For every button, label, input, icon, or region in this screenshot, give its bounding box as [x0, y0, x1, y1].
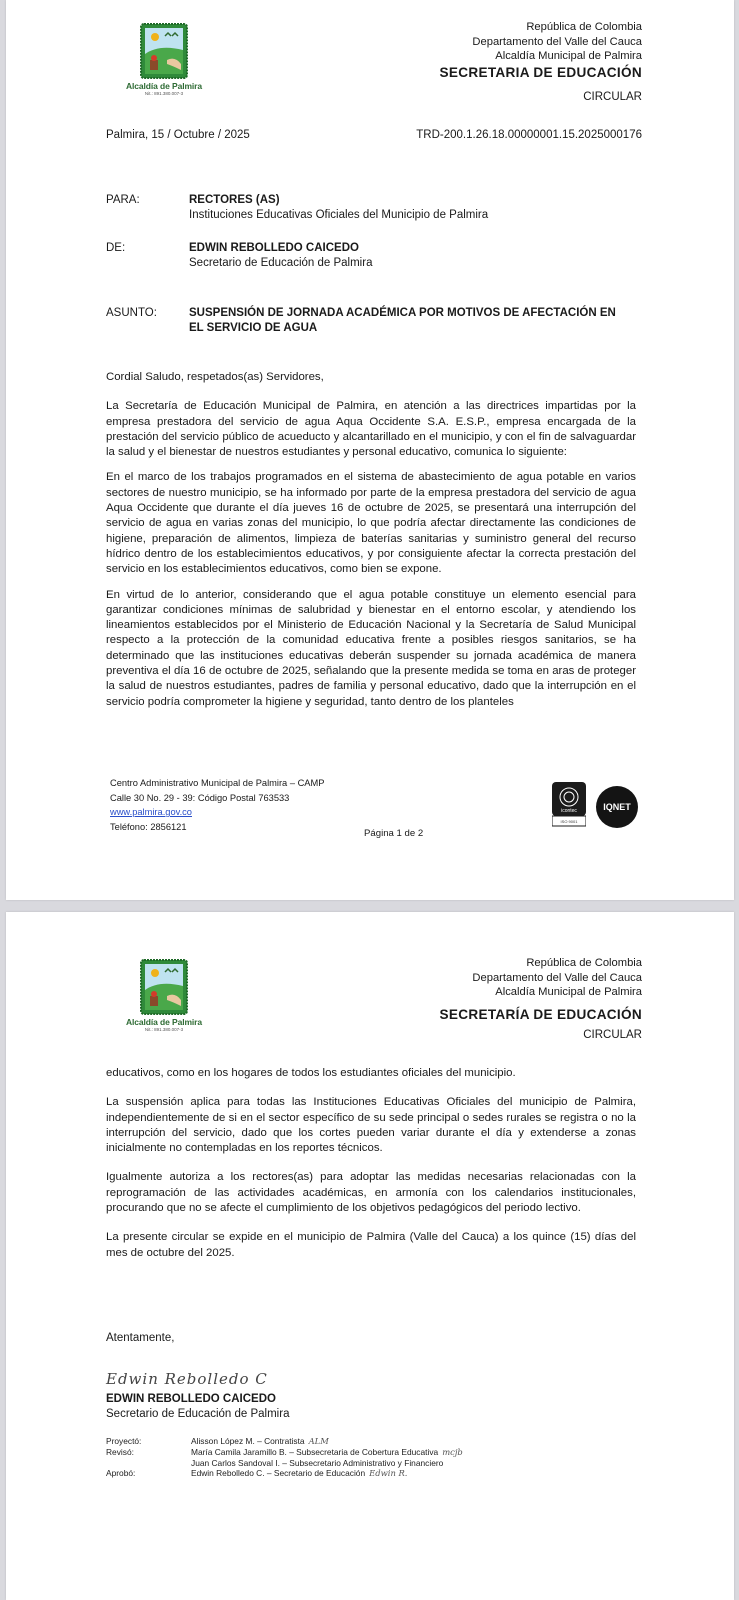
credit-proyecto [106, 1436, 463, 1447]
closing: Atentamente, [106, 1332, 175, 1344]
footer-address-2: Calle 30 No. 29 - 39: Código Postal 763533 [110, 792, 290, 803]
para-detail: Instituciones Educativas Oficiales del Municipio de Palmira [189, 209, 489, 221]
paragraph-6: La presente circular se expide en el municipio de Palmira (Valle del Cauca) a los quince (15) días del mes de octubre del 2025. [106, 1231, 636, 1259]
document-credits [106, 1436, 463, 1479]
proyecto-initials: ALM [308, 1436, 329, 1446]
proyecto-value: Alisson López M. – Contratista [191, 1436, 305, 1446]
palmira-coat-of-arms-icon [139, 956, 189, 1016]
body-page-1 [106, 370, 636, 720]
alcaldia-logo [108, 20, 220, 96]
credit-reviso [106, 1447, 463, 1458]
paragraph-2: En el marco de los trabajos programados en el sistema de abastecimiento de agua potable en varios sectores de nuestro municipio, se ha informado por parte de la empresa prestadora del servicio de agua Aqua Occidente que durante el día jueves 16 de octubre de 2025, se presentará una interrupción del servicio de agua en varias zonas del municipio, lo que podría afectar directamente las condiciones de higiene, preparación de alimentos, limpieza de baterías sanitarias y suministro general del recurso hídrico dentro de los establecimientos educativos, y por consiguiente afectar la correcta prestación del servicio en los establecimientos educativos, como bien se expone. [106, 471, 636, 576]
reviso-value-2: Juan Carlos Sandoval I. – Subsecretario Administrativo y Financiero [191, 1457, 444, 1468]
credit-aprobo [106, 1468, 463, 1479]
paragraph-1: La Secretaría de Educación Municipal de Palmira, en atención a las directrices impartidas por la empresa prestadora del servicio de agua Aqua Occidente S.A. E.S.P., empresa encargada de la prestación del servicio público de acueducto y alcantarillado en el municipio, y con el fin de salvaguardar la salud y el bienestar de nuestros estudiantes y personal educativo, comunica lo siguiente: [106, 400, 636, 459]
logo-name: Alcaldía de Palmira [125, 81, 203, 91]
body-page-2 [106, 1066, 636, 1271]
signer-title: Secretario de Educación de Palmira [106, 1408, 290, 1420]
page-number: Página 1 de 2 [364, 828, 424, 839]
trd-reference: TRD-200.1.26.18.00000001.15.2025000176 [416, 129, 642, 141]
de-detail: Secretario de Educación de Palmira [189, 257, 373, 269]
logo-nit: Nit.: 891.380.007-3 [144, 1027, 184, 1032]
asunto-label: ASUNTO: [106, 307, 157, 319]
org-header [439, 956, 642, 1042]
credit-reviso-2 [106, 1458, 463, 1469]
secretaria-title: SECRETARIA DE EDUCACIÓN [439, 64, 642, 80]
greeting: Cordial Saludo, respetados(as) Servidores, [106, 371, 324, 383]
aprobo-initials: Edwin R. [369, 1468, 408, 1479]
aprobo-label: Aprobó: [106, 1468, 136, 1479]
doc-type: CIRCULAR [583, 1028, 642, 1041]
footer-phone: Teléfono: 2856121 [110, 821, 187, 832]
icontec-iso: ISO 9001 [560, 819, 578, 824]
continuation-text: educativos, como en los hogares de todos los estudiantes oficiales del municipio. [106, 1067, 516, 1079]
reviso-initials-1: mcjb [442, 1446, 463, 1457]
org-line-municipality: Alcaldía Municipal de Palmira [495, 50, 642, 62]
field-asunto [106, 306, 642, 336]
org-line-department: Departamento del Valle del Cauca [472, 971, 642, 984]
icontec-label: icontec [561, 808, 577, 814]
signature-block [106, 1331, 289, 1422]
reviso-value-1: María Camila Jaramillo B. – Subsecretaria de Cobertura Educativa [191, 1446, 439, 1457]
aprobo-value: Edwin Rebolledo C. – Secretario de Educación [191, 1468, 366, 1479]
org-line-department: Departamento del Valle del Cauca [472, 35, 642, 48]
field-de [106, 241, 642, 271]
para-label: PARA: [106, 194, 140, 206]
secretaria-title: SECRETARÍA DE EDUCACIÓN [439, 1006, 642, 1022]
reviso-label: Revisó: [106, 1446, 134, 1457]
footer-website-link[interactable]: www.palmira.gov.co [110, 807, 192, 817]
proyecto-label: Proyectó: [106, 1436, 142, 1446]
asunto-text: SUSPENSIÓN DE JORNADA ACADÉMICA POR MOTIVOS DE AFECTACIÓN EN EL SERVICIO DE AGUA [189, 307, 616, 334]
paragraph-4: La suspensión aplica para todas las Instituciones Educativas Oficiales del municipio de Palmira, independientemente de si en el sector específico de su sede principal o sedes rurales se registra o no la interrupción del servicio, dado que los cortes pueden variar durante el día y extenderse a zonas inicialmente no contempladas en los reportes técnicos. [106, 1096, 636, 1155]
palmira-coat-of-arms-icon [139, 20, 189, 80]
de-sender: EDWIN REBOLLEDO CAICEDO [189, 242, 359, 254]
org-header [439, 20, 642, 104]
para-recipient: RECTORES (AS) [189, 194, 280, 206]
signer-name: EDWIN REBOLLEDO CAICEDO [106, 1393, 276, 1405]
document-date: Palmira, 15 / Octubre / 2025 [106, 129, 250, 141]
paragraph-5: Igualmente autoriza a los rectores(as) para adoptar las medidas necesarias relacionadas con la reprogramación de las actividades académicas, en armonía con los calendarios institucionales, procurando que no se afecte el cumplimiento de los objetivos pedagógicos del periodo lectivo. [106, 1171, 636, 1215]
iqnet-label: IQNET [603, 802, 631, 812]
document-page-2 [6, 912, 734, 1600]
date-reference-line [106, 129, 642, 141]
org-line-country: República de Colombia [526, 957, 642, 969]
alcaldia-logo [108, 956, 220, 1032]
icontec-certification-icon [552, 782, 586, 832]
handwritten-signature: Edwin Rebolledo C [106, 1370, 268, 1388]
page-footer [110, 776, 324, 834]
footer-address-1: Centro Administrativo Municipal de Palmira – CAMP [110, 778, 325, 788]
org-line-municipality: Alcaldía Municipal de Palmira [495, 986, 642, 998]
logo-name: Alcaldía de Palmira [125, 1017, 203, 1027]
field-para [106, 193, 642, 223]
de-label: DE: [106, 242, 126, 254]
iqnet-certification-icon [595, 785, 639, 829]
document-page-1 [6, 0, 734, 900]
certification-logos [552, 782, 639, 832]
org-line-country: República de Colombia [526, 21, 642, 33]
doc-type: CIRCULAR [583, 90, 642, 103]
logo-nit: Nit.: 891.380.007-3 [144, 91, 184, 96]
paragraph-3: En virtud de lo anterior, considerando que el agua potable constituye un elemento esencial para garantizar condiciones mínimas de salubridad y bienestar en el entorno escolar, y atendiendo los lineamientos establecidos por el Ministerio de Educación Nacional y la Secretaría de Salud Municipal respecto a la protección de la comunidad educativa frente a posibles riesgos sanitarios, se ha determinado que las instituciones educativas deberán suspender su jornada académica de manera preventiva el día 16 de octubre de 2025, señalando que la presente medida se toma en aras de proteger la salud de nuestros estudiantes, padres de familia y personal educativo, dado que la interrupción en el servicio podría comprometer la higiene y seguridad, tanto dentro de los planteles [106, 588, 636, 708]
